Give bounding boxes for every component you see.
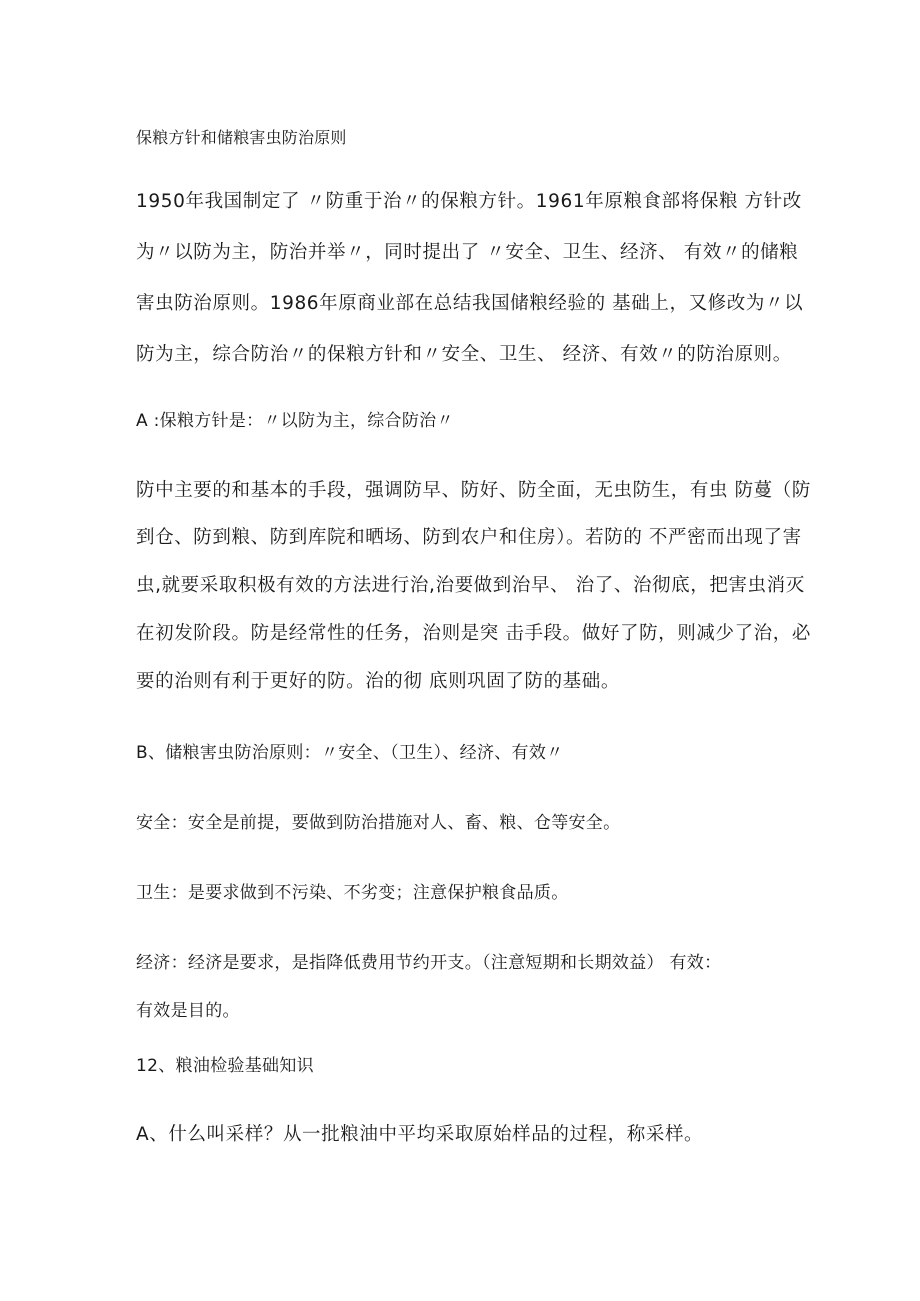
intro-line-3: 害虫防治原则。1986年原商业部在总结我国储粮经验的 基础上，又修改为〃以 (136, 293, 804, 314)
section-a-line-5: 要的治则有利于更好的防。治的彻 底则巩固了防的基础。 (136, 671, 620, 692)
principle-hygiene: 卫生：是要求做到不污染、不劣变；注意保护粮食品质。 (136, 883, 569, 903)
intro-line-2: 为〃以防为主，防治并举〃，同时提出了 〃安全、卫生、经济、 有效〃的储粮 (136, 242, 799, 263)
intro-line-1: 1950年我国制定了 〃防重于治〃的保粮方针。1961年原粮食部将保粮 方针改 (136, 191, 802, 212)
section-a-heading: A :保粮方针是：〃以防为主，综合防治〃 (136, 411, 454, 431)
principle-economy-line-2: 有效是目的。 (136, 1001, 240, 1021)
section-a-line-1: 防中主要的和基本的手段，强调防早、防好、防全面，无虫防生，有虫 防蔓（防 (136, 480, 811, 501)
section-a-line-4: 在初发阶段。防是经常性的任务，治则是突 击手段。做好了防，则减少了治，必 (136, 623, 811, 644)
section-a-line-3: 虫,就要采取积极有效的方法进行治,治要做到治早、 治了、治彻底，把害虫消灭 (136, 575, 805, 596)
section-a-line-2: 到仓、防到粮、防到库院和晒场、防到农户和住房）。若防的 不严密而出现了害 (136, 527, 802, 548)
document-title: 保粮方针和储粮害虫防治原则 (136, 128, 347, 147)
section-12-heading: 12、粮油检验基础知识 (136, 1056, 314, 1076)
section-b-heading: B、储粮害虫防治原则：〃安全、（卫生）、经济、有效〃 (136, 743, 564, 763)
intro-line-4: 防为主，综合防治〃的保粮方针和〃安全、卫生、 经济、有效〃的防治原则。 (136, 344, 792, 365)
principle-safety: 安全：安全是前提，要做到防治措施对人、畜、粮、仓等安全。 (136, 813, 621, 833)
sampling-question: A、什么叫采样？从一批粮油中平均采取原始样品的过程，称采样。 (136, 1124, 704, 1145)
principle-economy-line-1: 经济：经济是要求，是指降低费用节约开支。（注意短期和长期效益） 有效： (136, 953, 722, 973)
